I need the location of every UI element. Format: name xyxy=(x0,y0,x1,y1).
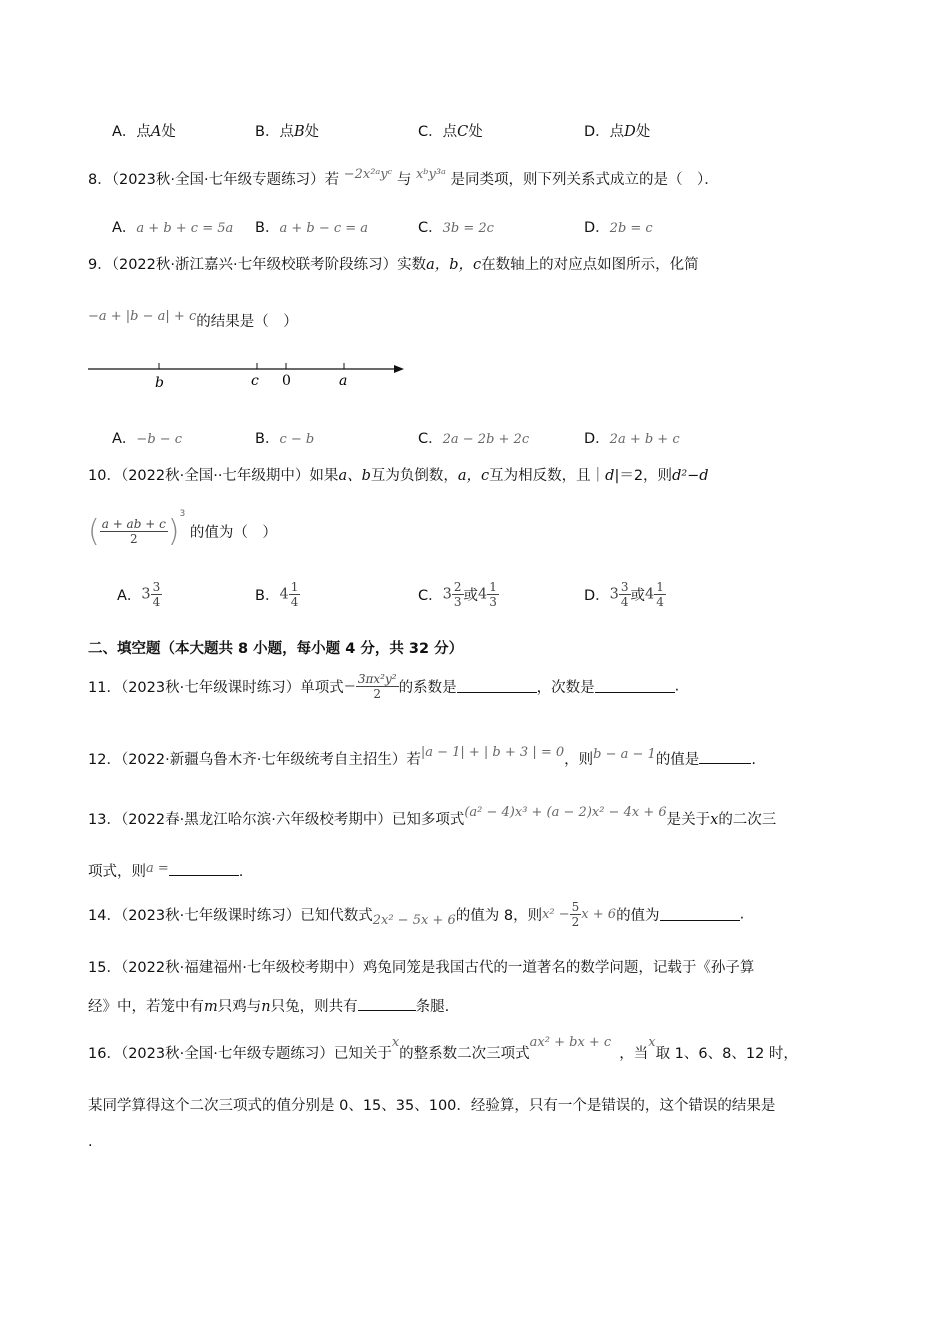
label-a: a xyxy=(339,373,348,389)
q13-blank[interactable] xyxy=(169,863,239,876)
q11-blank-2[interactable] xyxy=(595,680,675,693)
q10-option-c: C．3 $\frac{2}{3}$ 或4 $\frac{1}{3}$ xyxy=(418,580,497,609)
q10-option-a: A．3 $\frac{3}{4}$ xyxy=(117,580,161,609)
question-16: 16．（2023秋·全国·七年级专题练习）已知关于x的整系数二次三项式ax² + bx + c，当x取 1、6、8、12 时， xyxy=(88,1035,798,1062)
question-11: 11．（2023秋·七年级课时练习）单项式− $\frac{\text{3πx²y²}}{2}$ 的系数是 ，次数是 . xyxy=(88,672,680,701)
question-9-expression: −a + |b − a| + c的结果是（ ） xyxy=(88,309,298,330)
q9-option-c: C．2a − 2b + 2c xyxy=(418,431,530,447)
q10-option-d: D．3 $\frac{3}{4}$ 或4 $\frac{1}{4}$ xyxy=(584,580,664,609)
question-16-line-3: . xyxy=(88,1134,93,1150)
q9-option-b: B．c − b xyxy=(255,431,315,447)
question-10: 10．（2022秋·全国··七年级期中）如果a、b互为负倒数，a，c互为相反数，且｜d|＝2，则d²−d xyxy=(88,468,709,484)
q7-option-b: B．点B处 xyxy=(255,124,320,140)
q8-option-c: C．3b = 2c xyxy=(418,220,494,236)
question-15: 15．（2022秋·福建福州·七年级校考期中）鸡兔同笼是我国古代的一道著名的数学问题，记载于《孙子算 xyxy=(88,960,755,976)
label-b: b xyxy=(155,375,164,390)
q9-option-d: D．2a + b + c xyxy=(584,431,680,447)
question-15-line-2: 经》中，若笼中有m只鸡与n只兔，则共有 条腿. xyxy=(88,999,450,1015)
label-0: 0 xyxy=(282,373,291,389)
number-line-arrow xyxy=(394,365,404,373)
q7-option-d: D．点D处 xyxy=(584,124,651,140)
q10-fraction: $\frac{a + ab + c}{2}$ xyxy=(101,517,166,546)
q15-blank[interactable] xyxy=(358,998,416,1011)
number-line xyxy=(88,350,418,390)
q11-blank-1[interactable] xyxy=(457,680,537,693)
question-14: 14．（2023秋·七年级课时练习）已知代数式2x² − 5x + 6的值为 8，则x² − $\frac{5}{2}$ x + 6的值为 . xyxy=(88,900,745,929)
q7-option-a: A．点A处 xyxy=(112,124,176,140)
q14-blank[interactable] xyxy=(660,908,740,921)
q8-option-a: A．a + b + c = 5a xyxy=(112,220,234,236)
q8-option-d: D．2b = c xyxy=(584,220,653,236)
q9-option-a: A．−b − c xyxy=(112,431,183,447)
question-10-expression: ( $\frac{a + ab + c}{2}$ )$^3$ 的值为（ ） xyxy=(88,508,277,549)
question-12: 12．（2022·新疆乌鲁木齐·七年级统考自主招生）若|a − 1| + | b + 3 | = 0，则b − a − 1的值是 . xyxy=(88,745,756,768)
q8-option-b: B．a + b − c = a xyxy=(255,220,369,236)
q12-blank[interactable] xyxy=(699,751,751,764)
question-13: 13．（2022春·黑龙江哈尔滨·六年级校考期中）已知多项式(a² − 4)x³ + (a − 2)x² − 4x + 6是关于x的二次三 xyxy=(88,805,777,828)
section-heading: 二、填空题（本大题共 8 小题，每小题 4 分，共 32 分） xyxy=(88,641,464,657)
question-13-line-2: 项式，则a = . xyxy=(88,861,244,880)
label-c: c xyxy=(251,373,259,389)
question-9: 9．（2022秋·浙江嘉兴·七年级校联考阶段练习）实数a，b，c在数轴上的对应点如图所示，化简 xyxy=(88,257,699,273)
question-16-line-2: 某同学算得这个二次三项式的值分别是 0、15、35、100．经验算，只有一个是错误的，这个错误的结果是 xyxy=(88,1098,776,1114)
question-8: 8．（2023秋·全国·七年级专题练习）若 −2x²ᵃyᶜ 与 xᵇy³ᵃ 是同类项，则下列关系式成立的是（ ）． xyxy=(88,167,719,188)
q7-option-c: C．点C处 xyxy=(418,124,483,140)
q10-option-b: B．4 $\frac{1}{4}$ xyxy=(255,580,299,609)
